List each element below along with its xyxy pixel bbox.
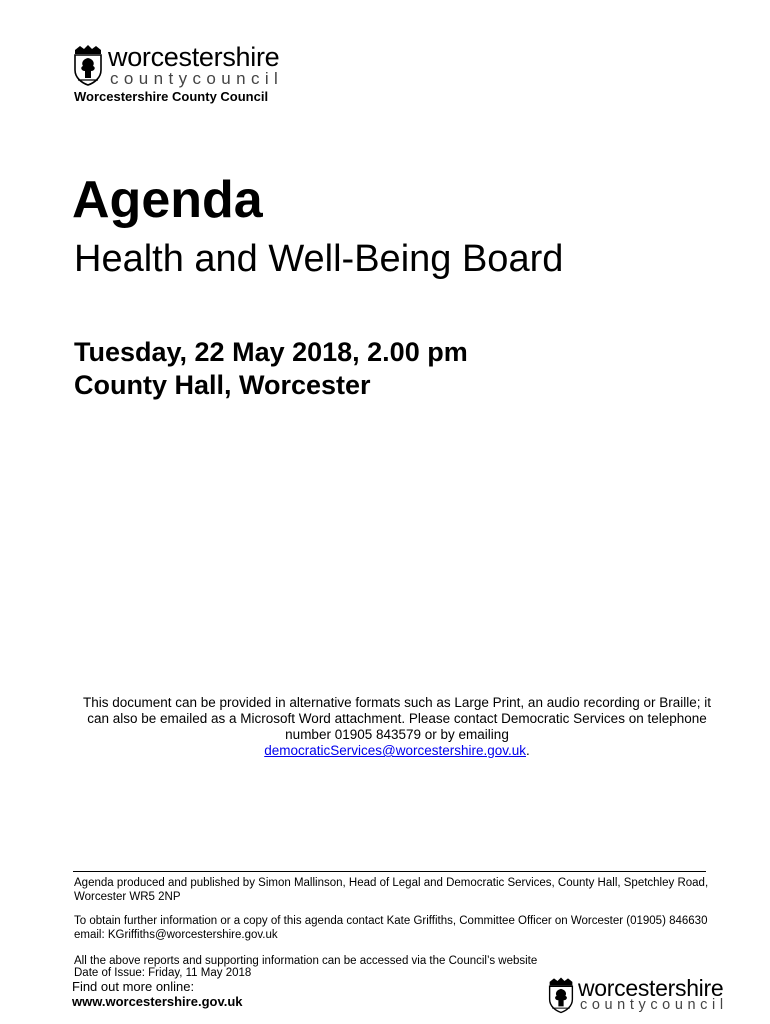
- logo-subtitle: countycouncil: [110, 69, 284, 88]
- contact-text: To obtain further information or a copy of this agenda contact Kate Griffiths, Committee Officer on Worcester (01905) 846630 email: KGriffiths@worcestershire.gov.uk: [74, 915, 708, 941]
- page-title: Agenda: [72, 171, 263, 229]
- meeting-date-time: Tuesday, 22 May 2018, 2.00 pm: [74, 337, 468, 367]
- logo-wordmark: worcestershire: [108, 42, 280, 72]
- alternative-formats-notice: [72, 695, 722, 759]
- produced-by-text: Agenda produced and published by Simon Mallinson, Head of Legal and Democratic Services, County Hall, Spetchley Road, Worcester WR5 2NP: [74, 877, 709, 903]
- board-name: Health and Well-Being Board: [74, 238, 564, 280]
- website-note: All the above reports and supporting information can be accessed via the Council’s website: [74, 955, 538, 967]
- logo-wordmark: worcestershire: [578, 975, 724, 1001]
- issue-date: Date of Issue: Friday, 11 May 2018: [74, 967, 252, 979]
- democratic-services-email-link[interactable]: democraticServices@worcestershire.gov.uk: [264, 743, 527, 758]
- footer-divider: [73, 871, 706, 872]
- county-crest-icon: [547, 976, 575, 1014]
- county-council-logo-footer: [547, 976, 757, 1018]
- alternative-formats-end: .: [526, 743, 530, 758]
- logo-subtitle: countycouncil: [580, 997, 728, 1013]
- county-crest-icon: [72, 44, 104, 86]
- meeting-venue: County Hall, Worcester: [74, 370, 371, 400]
- alternative-formats-text: This document can be provided in alternative formats such as Large Print, an audio recording or Braille; it can also be emailed as a Microsoft Word attachment. Please contact Democratic Services on telephone number 01905 843579 or by emailing: [82, 695, 712, 742]
- website-link[interactable]: www.worcestershire.gov.uk: [72, 994, 243, 1009]
- find-online-label: Find out more online:: [72, 979, 195, 994]
- county-council-logo: [72, 44, 312, 90]
- org-name: Worcestershire County Council: [74, 89, 269, 104]
